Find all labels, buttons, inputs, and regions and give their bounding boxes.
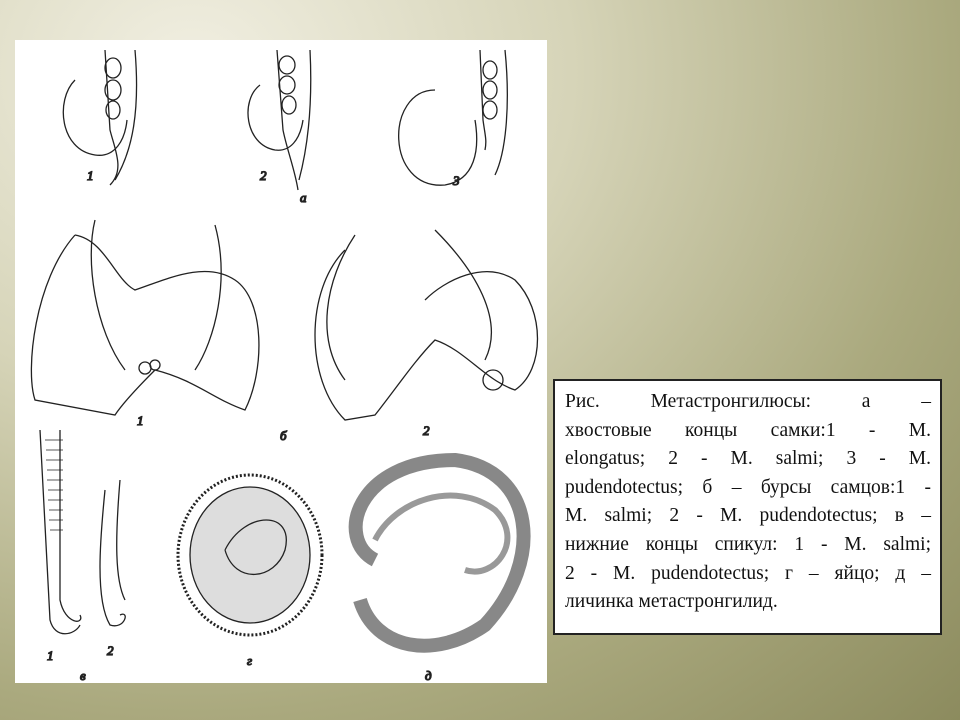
caption-line: личинка метастронгилид.	[565, 591, 778, 613]
female-tail-3	[399, 50, 508, 185]
label-a3: 3	[453, 173, 460, 188]
label-b2: 2	[423, 423, 430, 438]
female-tail-1	[63, 50, 136, 185]
label-v1: 1	[47, 648, 54, 663]
egg	[178, 475, 322, 635]
female-tail-2	[248, 50, 311, 190]
larva	[356, 460, 524, 646]
caption-line: 2 - M. pudendotectus; г – яйцо; д –	[565, 562, 931, 584]
label-a1: 1	[87, 168, 94, 183]
figure-caption	[553, 379, 942, 635]
label-v: в	[80, 668, 86, 683]
label-b1: 1	[137, 413, 144, 428]
spicule-ends	[40, 430, 125, 634]
label-d: д	[425, 668, 432, 683]
caption-line: M. salmi; 2 - M. pudendotectus; в –	[565, 505, 931, 527]
label-g: г	[247, 653, 253, 668]
caption-line: elongatus; 2 - M. salmi; 3 - M.	[565, 448, 931, 470]
label-v2: 2	[107, 643, 114, 658]
label-a: а	[300, 190, 307, 205]
caption-line: Рис. Метастронгилюсы: а –	[565, 391, 931, 412]
label-b: б	[280, 428, 287, 443]
label-a2: 2	[260, 168, 267, 183]
caption-line: хвостовые концы самки:1 - М.	[565, 419, 931, 441]
male-bursa-1	[31, 220, 259, 415]
caption-line: нижние концы спикул: 1 - M. salmi;	[565, 533, 931, 555]
caption-line: pudendotectus; б – бурсы самцов:1 -	[565, 476, 931, 498]
male-bursa-2	[315, 230, 538, 420]
nematode-illustration	[15, 40, 547, 683]
